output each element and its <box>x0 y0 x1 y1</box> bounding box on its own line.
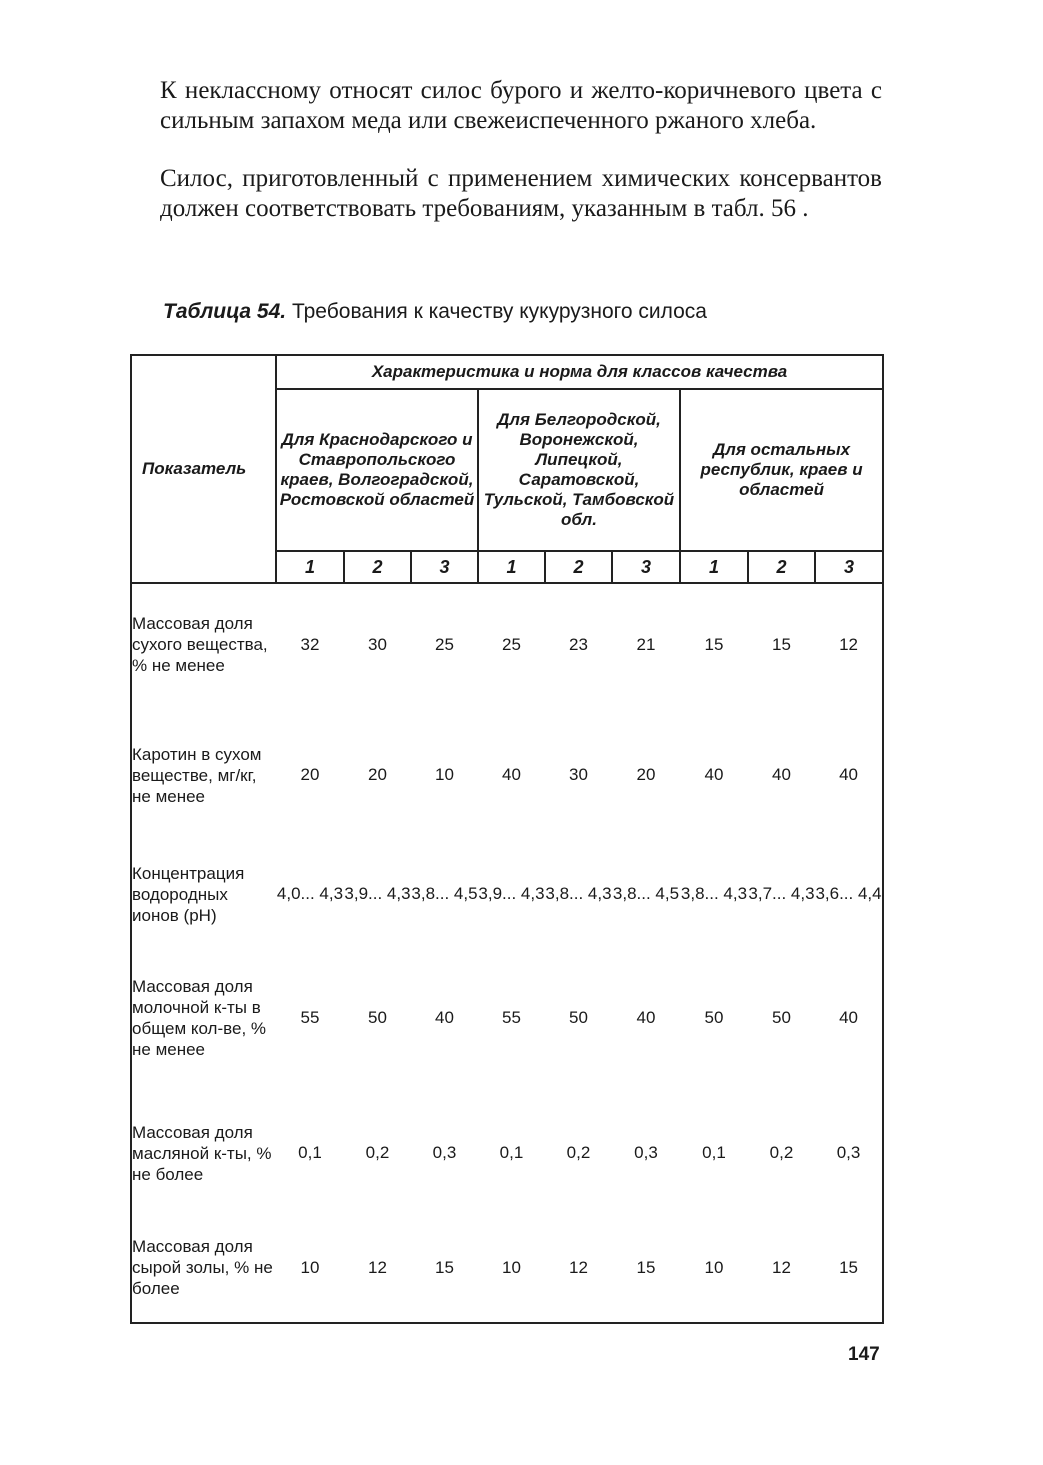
table-cell: 40 <box>815 943 883 1093</box>
table-cell: 40 <box>772 765 791 784</box>
table-cell: 12 <box>815 583 883 705</box>
class-number-header: 3 <box>411 551 478 583</box>
table-cell: 0,2 <box>566 1143 591 1162</box>
table-cell: 20 <box>368 765 387 784</box>
table-cell: 21 <box>636 634 656 654</box>
table-cell: 0,2 <box>769 1143 794 1162</box>
table-row <box>131 583 883 705</box>
table-cell: 25 <box>435 634 454 654</box>
class-number-header: 1 <box>478 551 545 583</box>
table-cell: 15 <box>815 1213 883 1323</box>
region-header-2: Для Белгородской, Воронежской, Липецкой, Саратовской, Тульской, Тамбовской обл. <box>478 389 680 551</box>
class-number-header: 1 <box>276 551 344 583</box>
table-cell: 12 <box>344 1213 411 1323</box>
class-number-header: 2 <box>748 551 815 583</box>
table-cell: 3,8... 4,5 <box>411 884 478 903</box>
table-cell: 23 <box>569 634 588 654</box>
table-cell: 50 <box>704 1008 724 1027</box>
table-cell: 3,7... 4,3 <box>748 884 815 903</box>
caption-text: Требования к качеству кукурузного силоса <box>286 300 707 323</box>
table-cell: 40 <box>704 765 724 784</box>
table-cell: 50 <box>368 1008 387 1027</box>
table-cell: 40 <box>502 765 521 784</box>
table-row <box>131 845 883 943</box>
table-caption <box>163 300 707 324</box>
table-cell: 10 <box>276 1213 344 1323</box>
table-cell: 50 <box>772 1008 791 1027</box>
table-cell: 3,6... 4,4 <box>815 845 883 943</box>
quality-classes-header: Характеристика и норма для классов качества <box>276 355 883 389</box>
table-cell: 15 <box>772 634 791 654</box>
table-row <box>131 705 883 845</box>
table-cell: 3,8... 4,3 <box>680 884 748 903</box>
table-row <box>131 943 883 1093</box>
table-cell: 40 <box>636 1008 656 1027</box>
indicator-header: Показатель <box>131 355 276 583</box>
table-cell: 3,8... 4,5 <box>612 884 680 903</box>
caption-label: Таблица 54. <box>163 300 287 323</box>
class-number-header: 2 <box>545 551 612 583</box>
region-header-3: Для остальных республик, краев и областей <box>680 389 883 551</box>
table-cell: 10 <box>435 765 454 784</box>
class-number-header: 1 <box>680 551 748 583</box>
row-label: Каротин в сухом веществе, мг/кг, не менее <box>131 705 276 845</box>
table-cell: 0,3 <box>815 1093 883 1213</box>
table-cell: 0,1 <box>298 1143 322 1162</box>
quality-table <box>130 354 884 1324</box>
row-label: Массовая доля масляной к-ты, % не более <box>131 1093 276 1213</box>
table-cell: 4,0... 4,3 <box>276 884 344 903</box>
row-label: Массовая доля молочной к-ты в общем кол-ве, % не менее <box>131 943 276 1093</box>
table-cell: 50 <box>569 1008 588 1027</box>
table-cell: 12 <box>545 1213 612 1323</box>
table-cell: 25 <box>502 634 521 654</box>
row-label: Массовая доля сырой золы, % не более <box>131 1213 276 1323</box>
table-cell: 30 <box>569 765 588 784</box>
class-number-header: 2 <box>344 551 411 583</box>
row-label: Концентрация водородных ионов (pH) <box>131 845 276 943</box>
table-cell: 3,8... 4,3 <box>545 884 612 903</box>
page-number: 147 <box>848 1344 880 1365</box>
table-cell: 40 <box>815 705 883 845</box>
table-cell: 12 <box>748 1213 815 1323</box>
table-row <box>131 1213 883 1323</box>
table-cell: 3,9... 4,3 <box>478 884 545 903</box>
table-cell: 0,1 <box>499 1143 524 1162</box>
row-label: Массовая доля сухого вещества, % не менее <box>131 583 276 705</box>
class-number-header: 3 <box>612 551 680 583</box>
class-number-header: 3 <box>815 551 883 583</box>
table-cell: 55 <box>300 1008 320 1027</box>
table-cell: 15 <box>411 1213 478 1323</box>
table-cell: 30 <box>368 634 387 654</box>
table-cell: 10 <box>478 1213 545 1323</box>
table-cell: 55 <box>502 1008 521 1027</box>
paragraph-1: К неклассному относят силос бурого и желто-коричневого цвета с сильным запахом меда или свежеиспеченного ржаного хлеба. <box>160 77 882 134</box>
table-cell: 0,1 <box>702 1143 726 1162</box>
table-cell: 40 <box>435 1008 454 1027</box>
table-cell: 0,2 <box>365 1143 390 1162</box>
table-cell: 20 <box>636 765 656 784</box>
table-cell: 0,3 <box>634 1143 658 1162</box>
table-cell: 0,3 <box>432 1143 457 1162</box>
table-cell: 20 <box>300 765 320 784</box>
table-cell: 15 <box>704 634 724 654</box>
region-header-1: Для Краснодарского и Ставропольского краев, Волгоградской, Ростовской областей <box>276 389 478 551</box>
table-cell: 15 <box>612 1213 680 1323</box>
table-row <box>131 1093 883 1213</box>
table-cell: 32 <box>300 634 320 654</box>
table-cell: 10 <box>680 1213 748 1323</box>
table-cell: 3,9... 4,3 <box>344 884 411 903</box>
paragraph-2: Силос, приготовленный с применением химических консервантов должен соответствовать требованиям, указанным в табл. 56 . <box>160 165 882 222</box>
